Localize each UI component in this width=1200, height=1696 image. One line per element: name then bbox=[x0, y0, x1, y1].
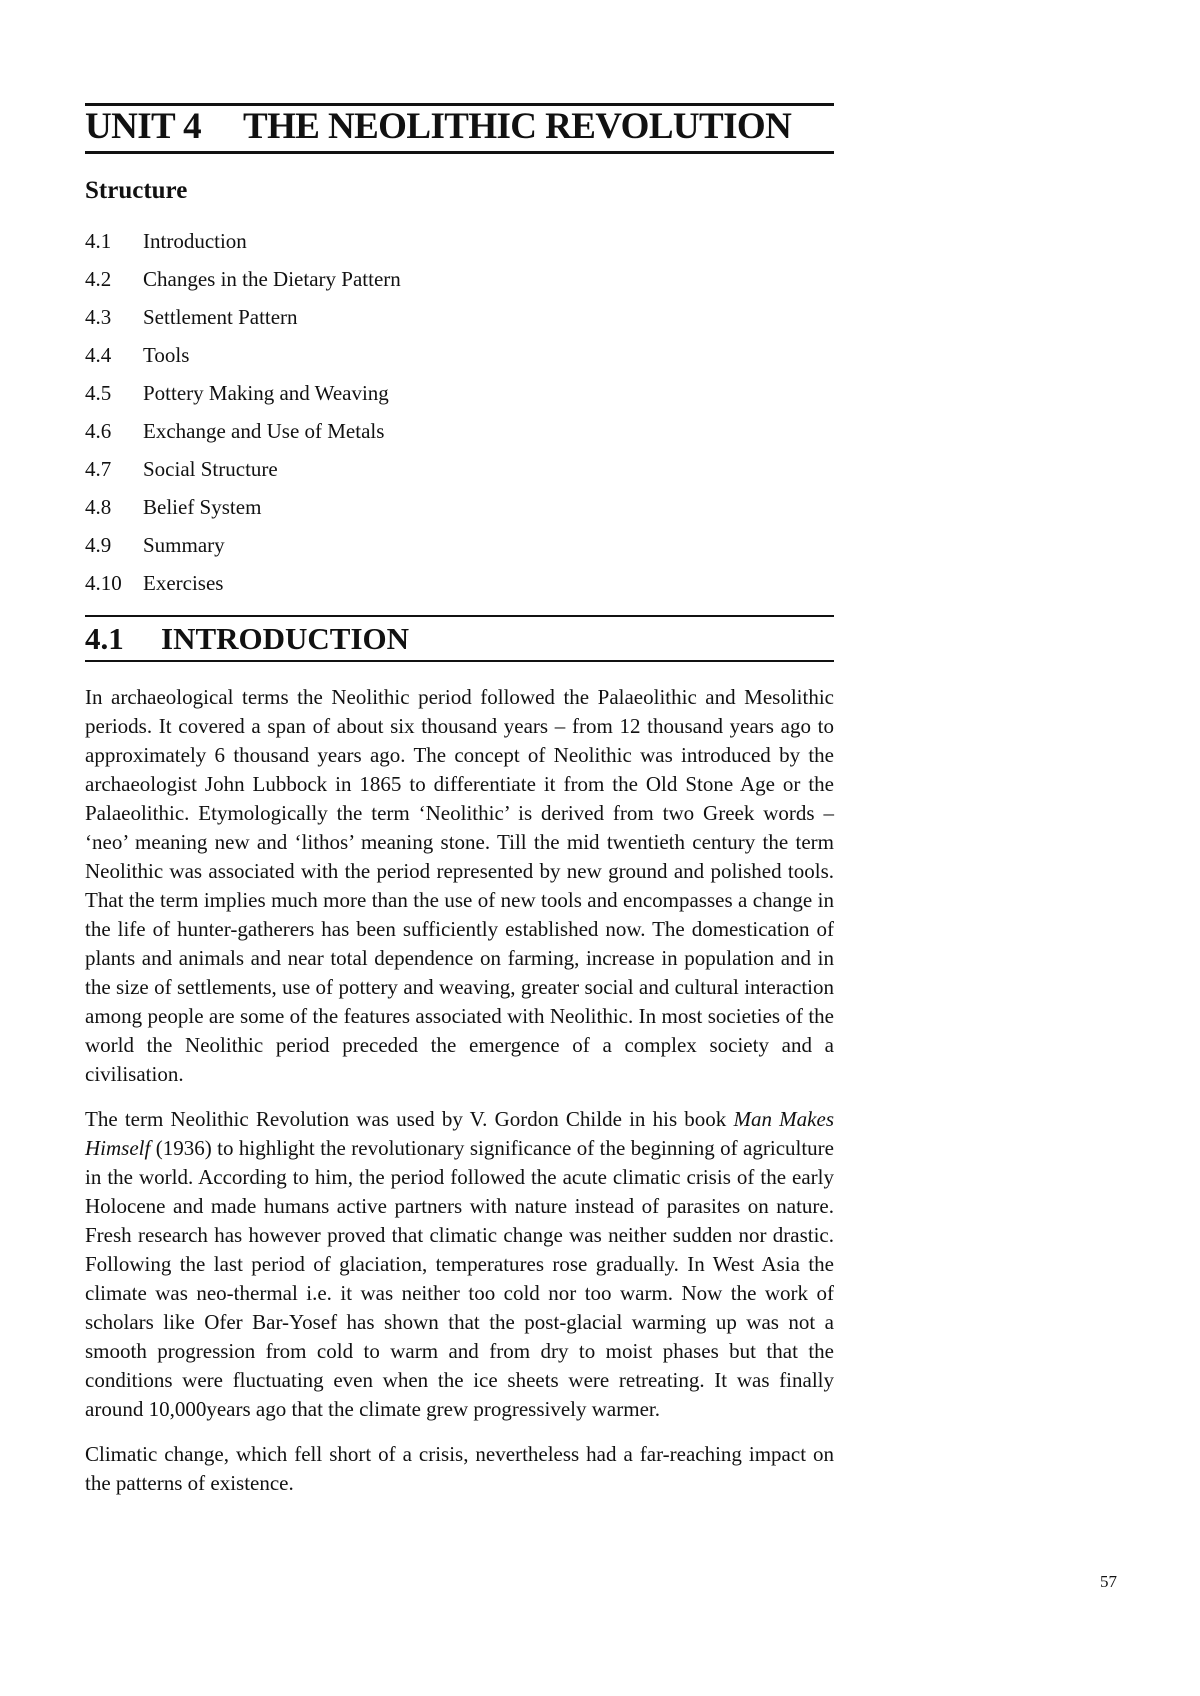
paragraph-3: Climatic change, which fell short of a crisis, nevertheless had a far-reaching impact on the patterns of existence. bbox=[85, 1442, 834, 1495]
section-title: INTRODUCTION bbox=[161, 621, 410, 656]
structure-item-label: Exercises bbox=[143, 571, 224, 595]
structure-item bbox=[85, 491, 401, 529]
structure-item bbox=[85, 339, 401, 377]
structure-item-label: Changes in the Dietary Pattern bbox=[143, 267, 401, 291]
structure-item bbox=[85, 377, 401, 415]
structure-item bbox=[85, 453, 401, 491]
structure-item bbox=[85, 529, 401, 567]
structure-item-label: Belief System bbox=[143, 495, 262, 519]
structure-item-label: Tools bbox=[143, 343, 190, 367]
structure-item bbox=[85, 567, 401, 605]
structure-item-label: Pottery Making and Weaving bbox=[143, 381, 389, 405]
structure-item bbox=[85, 263, 401, 301]
structure-heading: Structure bbox=[85, 177, 188, 204]
section-heading bbox=[85, 617, 834, 660]
structure-item-number: 4.9 bbox=[85, 533, 112, 557]
structure-item-number: 4.7 bbox=[85, 457, 112, 481]
unit-number: UNIT 4 bbox=[85, 106, 201, 147]
structure-item-label: Exchange and Use of Metals bbox=[143, 419, 385, 443]
unit-title bbox=[85, 103, 834, 151]
structure-item-label: Social Structure bbox=[143, 457, 278, 481]
structure-item-number: 4.2 bbox=[85, 267, 112, 291]
paragraph-2-text-before: The term Neolithic Revolution was used by V. Gordon Childe in his book bbox=[85, 1107, 734, 1131]
page-number: 57 bbox=[1100, 1572, 1117, 1591]
paragraph-1: In archaeological terms the Neolithic period followed the Palaeolithic and Mesolithic periods. It covered a span of about six thousand years – from 12 thousand years ago to approximately 6 thousand years ago. The concept of Neolithic was introduced by the archaeologist John Lubbock in 1865 to differentiate it from the Old Stone Age or the Palaeolithic. Etymologically the term ‘Neolithic’ is derived from two Greek words – ‘neo’ meaning new and ‘lithos’ meaning stone. Till the mid twentieth century the term Neolithic was associated with the period represented by new ground and polished tools. That the term implies much more than the use of new tools and encompasses a change in the life of hunter-gatherers has been sufficiently established now. The domestication of plants and animals and near total dependence on farming, increase in population and in the size of settlements, use of pottery and weaving, greater social and cultural interaction among people are some of the features associated with Neolithic. In most societies of the world the Neolithic period preceded the emergence of a complex society and a civilisation. bbox=[85, 685, 834, 1086]
book-title: Man Makes Himself bbox=[85, 1107, 834, 1160]
structure-item-label: Introduction bbox=[143, 229, 247, 253]
structure-item-number: 4.10 bbox=[85, 571, 122, 595]
section-number: 4.1 bbox=[85, 621, 124, 656]
paragraph-2 bbox=[85, 1105, 834, 1424]
structure-item-number: 4.6 bbox=[85, 419, 112, 443]
structure-item bbox=[85, 225, 401, 263]
structure-item-number: 4.1 bbox=[85, 229, 112, 253]
section-bottom-rule bbox=[85, 660, 834, 662]
structure-item bbox=[85, 301, 401, 339]
structure-item-number: 4.8 bbox=[85, 495, 112, 519]
unit-title-text: THE NEOLITHIC REVOLUTION bbox=[243, 106, 792, 147]
section-body bbox=[85, 683, 834, 1514]
structure-item-number: 4.4 bbox=[85, 343, 112, 367]
title-bottom-rule bbox=[85, 151, 834, 154]
structure-item bbox=[85, 415, 401, 453]
structure-item-label: Settlement Pattern bbox=[143, 305, 298, 329]
paragraph-2-text-after: (1936) to highlight the revolutionary significance of the beginning of agriculture in the world. According to him, the period followed the acute climatic crisis of the early Holocene and made humans active partners with nature instead of parasites on nature. Fresh research has however proved that climatic change was neither sudden nor drastic. Following the last period of glaciation, temperatures rose gradually. In West Asia the climate was neo-thermal i.e. it was neither too cold nor too warm. Now the work of scholars like Ofer Bar-Yosef has shown that the post-glacial warming up was not a smooth progression from cold to warm and from dry to moist phases but that the conditions were fluctuating even when the ice sheets were retreating. It was finally around 10,000years ago that the climate grew progressively warmer. bbox=[85, 1136, 834, 1421]
structure-item-number: 4.3 bbox=[85, 305, 112, 329]
structure-item-number: 4.5 bbox=[85, 381, 112, 405]
structure-list bbox=[85, 225, 401, 605]
structure-item-label: Summary bbox=[143, 533, 225, 557]
